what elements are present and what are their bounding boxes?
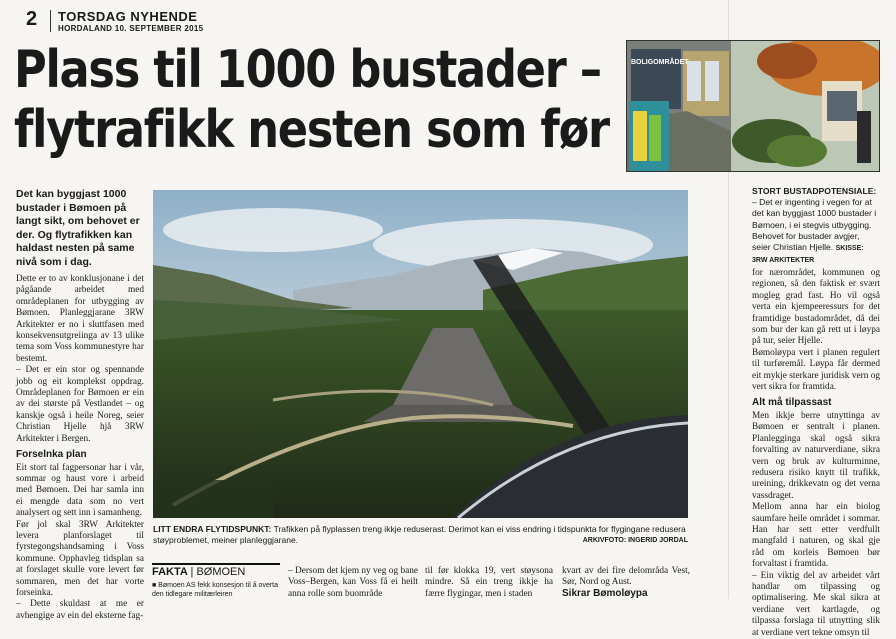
subheading: Sikrar Bømoløypa: [562, 588, 648, 599]
paragraph: Mellom anna har ein biolog saumfare heile området i sommar. Han har sett etter verdfullt mangfald i naturen, og skal gje råd om korleis Bømoen bør forvaltast i framtida.: [752, 502, 880, 570]
edition-date: HORDALAND 10. SEPTEMBER 2015: [58, 24, 204, 33]
paragraph: Men ikkje berre utnyttinga av Bømoen er sentralt i planen. Planlegginga skal også sikra forvalting av naturverdiane, sikra vern og bruk av kulturminne, redusera risiko knytt til trafikk, ureining, drikkevatn og det verna vassdraget.: [752, 410, 880, 501]
caption-label: LITT ENDRA FLYTIDSPUNKT:: [153, 524, 272, 534]
paragraph: – Ein viktig del av arbeidet vårt handlar om tilpassing og optimalisering. Me skal sikra at verdiane vert kartlagde, og tilpassa forslaga til utnytting slik at verdiane vert tekne omsyn til: [752, 570, 880, 638]
sketch-caption-text: – Det er ingenting i vegen for at det kan byggjast 1000 bustader i Bømoen, i ei stegvis utbygging. Behovet for bustader avgjer, seier Christian Hjelle.: [752, 197, 877, 253]
sketch-caption-label: STORT BUSTADPOTENSIALE:: [752, 186, 877, 196]
photo-credit: ARKIVFOTO: INGERID JORDAL: [582, 537, 688, 544]
paragraph: Dette er to av konklusjonane i det pågåande arbeidet med områdeplanen for utbygging av Bømoen. Planleggjarane 3RW Arkitekter er no i sluttfasen med konsekvensutgreiinga av 13 ulike tema som Voss kommunestyre har bestemt.: [16, 274, 144, 364]
paragraph: – Det er ein stor og spennande jobb og eit komplekst oppdrag. Områdeplanen for Bømoen er ein av dei største på Vestlandet – og kanskje også i heile Noreg, seier Christian Hjelle hjå 3RW Arkitekter i Bergen.: [16, 365, 144, 444]
subheading: Forselnka plan: [16, 449, 87, 461]
lead-paragraph: Det kan byggjast 1000 bustader i Bømoen på langt sikt, om behovet er der. Og flytrafikken kan haldast nesten på same nivå som i dag.: [16, 188, 140, 268]
page-number: 2: [26, 8, 38, 30]
sketch-caption: [752, 186, 880, 266]
article-column-1: [16, 274, 144, 622]
article-column-2: – Dersom det kjem ny veg og bane Voss–Bergen, kan Voss få ei heilt anna rolle som buområde: [288, 566, 418, 599]
headline-line-2: flytrafikk nesten som før: [14, 100, 609, 160]
fakta-rule: [152, 563, 280, 565]
sketch-label: BOLIGOMRÅDET: [631, 59, 689, 66]
fakta-title: FAKTA: [152, 566, 188, 578]
architect-sketch: [626, 40, 880, 172]
fakta-subject: BØMOEN: [196, 566, 246, 578]
fakta-heading: FAKTA | BØMOEN: [152, 566, 246, 578]
sketch-credit: SKISSE: 3RW ARKITEKTER: [752, 245, 864, 265]
subheading: Alt må tilpassast: [752, 397, 832, 409]
fakta-item: ■ Bømoen AS fekk konsesjon til å overta den tidlegare militærleiren: [152, 582, 279, 598]
paragraph: Bømoløypa vert i planen regulert til turføremål. Løypa får dermed eit mykje sterkare juridisk vern og vert sikra for framtida.: [752, 347, 880, 393]
paragraph: – Dette skuldast at me er avhengige av ein del eksterne fag-: [16, 599, 144, 621]
article-column-4: kvart av dei fire delområda Vest, Sør, Nord og Aust.: [562, 566, 690, 588]
article-column-right: [752, 268, 880, 639]
section-name: TORSDAG NYHENDE: [58, 9, 198, 24]
headline-line-1: Plass til 1000 bustader –: [14, 40, 601, 100]
headline: [14, 40, 609, 160]
paragraph: Før jol skal 3RW Arkitekter levera planforslaget til fyrstegongshandsaming i Voss kommune. Opphavleg tidsplan sa at forslaget skulle vore levert før sommaren, men det har vorte forseinka.: [16, 519, 144, 598]
paragraph: for nærområdet, kommunen og regionen, så den faktisk er svært mogleg grad fast. Ho vil også verta ein kjempeeressurs for det framtidige bustadområdet, då dei som bur der kan gå rett ut i løypa på tur, seier Hjelle.: [752, 268, 880, 347]
masthead-divider: [50, 10, 51, 32]
paragraph: Eit stort tal fagpersonar har i vår, sommar og haust vore i arbeid med Bømoen. Dei har samla inn ei mengde data som no vert analysert og sett inn i samanheng.: [16, 462, 144, 519]
runway-photo-illustration: [153, 190, 688, 518]
article-column-3: til før klokka 19, vert støysona mindre. Så ein treng ikkje ha færre flygingar, men i staden: [425, 566, 553, 599]
runway-photo: [153, 190, 688, 518]
caption-text: Trafikken på flyplassen treng ikkje reduserast. Derimot kan ei viss endring i tidspunkta for flygingane redusera støyproblemet, meiner planleggjarane.: [153, 524, 686, 545]
